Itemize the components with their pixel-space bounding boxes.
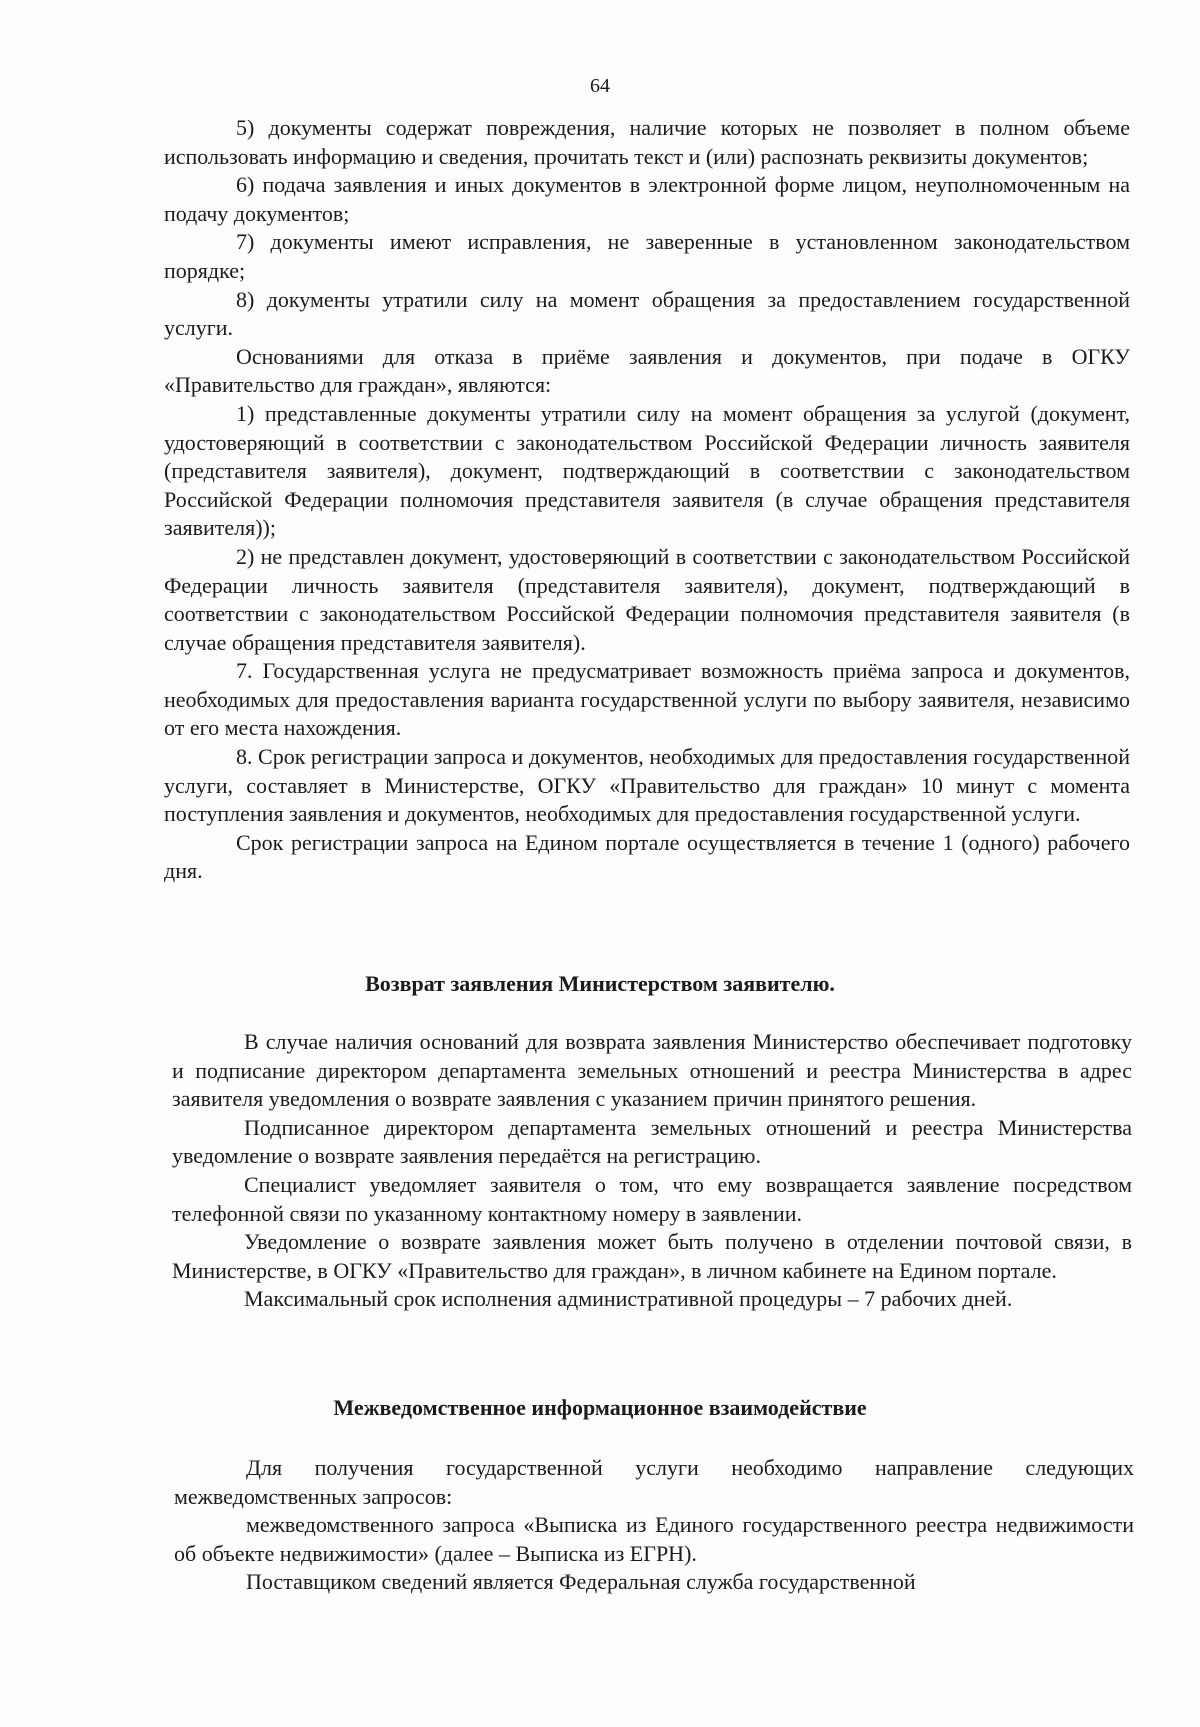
paragraph: Специалист уведомляет заявителя о том, что ему возвращается заявление посредством телефонной связи по указанному контактному номеру в заявлении. [172, 1171, 1132, 1226]
paragraph: 5) документы содержат повреждения, наличие которых не позволяет в полном объеме использовать информацию и сведения, прочитать текст и (или) распознать реквизиты документов; [164, 115, 1130, 169]
section-grounds-for-refusal [164, 114, 1130, 886]
paragraph: 7) документы имеют исправления, не заверенные в установленном законодательством порядке; [164, 229, 1130, 283]
paragraph: В случае наличия оснований для возврата заявления Министерство обеспечивает подготовку и подписание директором департамента земельных отношений и реестра Министерства в адрес заявителя уведомления о возврате заявления с указанием причин принятого решения. [172, 1029, 1132, 1112]
section-heading-return: Возврат заявления Министерством заявителю. [365, 971, 835, 996]
paragraph: 7. Государственная услуга не предусматривает возможность приёма запроса и документов, необходимых для предоставления варианта государственной услуги по выбору заявителя, независимо от его места нахождения. [164, 658, 1130, 741]
paragraph: Подписанное директором департамента земельных отношений и реестра Министерства уведомление о возврате заявления передаётся на регистрацию. [172, 1114, 1132, 1169]
paragraph: Поставщиком сведений является Федеральная служба государственной [246, 1569, 916, 1595]
paragraph: 8) документы утратили силу на момент обращения за предоставлением государственной услуги. [164, 286, 1130, 341]
paragraph: 6) подача заявления и иных документов в электронной форме лицом, неуполномоченным на подачу документов; [164, 172, 1130, 226]
section-heading-interagency: Межведомственное информационное взаимодействие [333, 1395, 867, 1420]
paragraph: Срок регистрации запроса на Едином портале осуществляется в течение 1 (одного) рабочего дня. [164, 829, 1130, 884]
paragraph: Для получения государственной услуги необходимо направление следующих межведомственных запросов: [174, 1455, 1134, 1509]
paragraph: Максимальный срок исполнения административной процедуры – 7 рабочих дней. [244, 1286, 1013, 1312]
section-return-of-application [172, 1028, 1132, 1314]
section-interagency-interaction [174, 1454, 1134, 1597]
page-number: 64 [590, 75, 610, 97]
paragraph: межведомственного запроса «Выписка из Единого государственного реестра недвижимости об объекте недвижимости» (далее – Выписка из ЕГРН). [174, 1512, 1134, 1566]
paragraph: 8. Срок регистрации запроса и документов, необходимых для предоставления государственной услуги, составляет в Министерстве, ОГКУ «Правительство для граждан» 10 минут с момента поступления заявления и документов, необходимых для предоставления государственной услуги. [164, 744, 1130, 827]
paragraph: 2) не представлен документ, удостоверяющий в соответствии с законодательством Российской Федерации личность заявителя (представителя заявителя), документ, подтверждающий в соответствии с законодательством Российской Федерации полномочия представителя заявителя (в случае обращения представителя заявителя). [164, 543, 1130, 655]
paragraph: Уведомление о возврате заявления может быть получено в отделении почтовой связи, в Министерстве, в ОГКУ «Правительство для граждан», в личном кабинете на Едином портале. [172, 1229, 1132, 1283]
paragraph: Основаниями для отказа в приёме заявления и документов, при подаче в ОГКУ «Правительство для граждан», являются: [164, 343, 1130, 398]
paragraph: 1) представленные документы утратили силу на момент обращения за услугой (документ, удостоверяющий в соответствии с законодательством Российской Федерации личность заявителя (представителя заявителя), документ, подтверждающий в соответствии с законодательством Российской Федерации полномочия представителя заявителя (в случае обращения представителя заявителя)); [164, 400, 1130, 541]
